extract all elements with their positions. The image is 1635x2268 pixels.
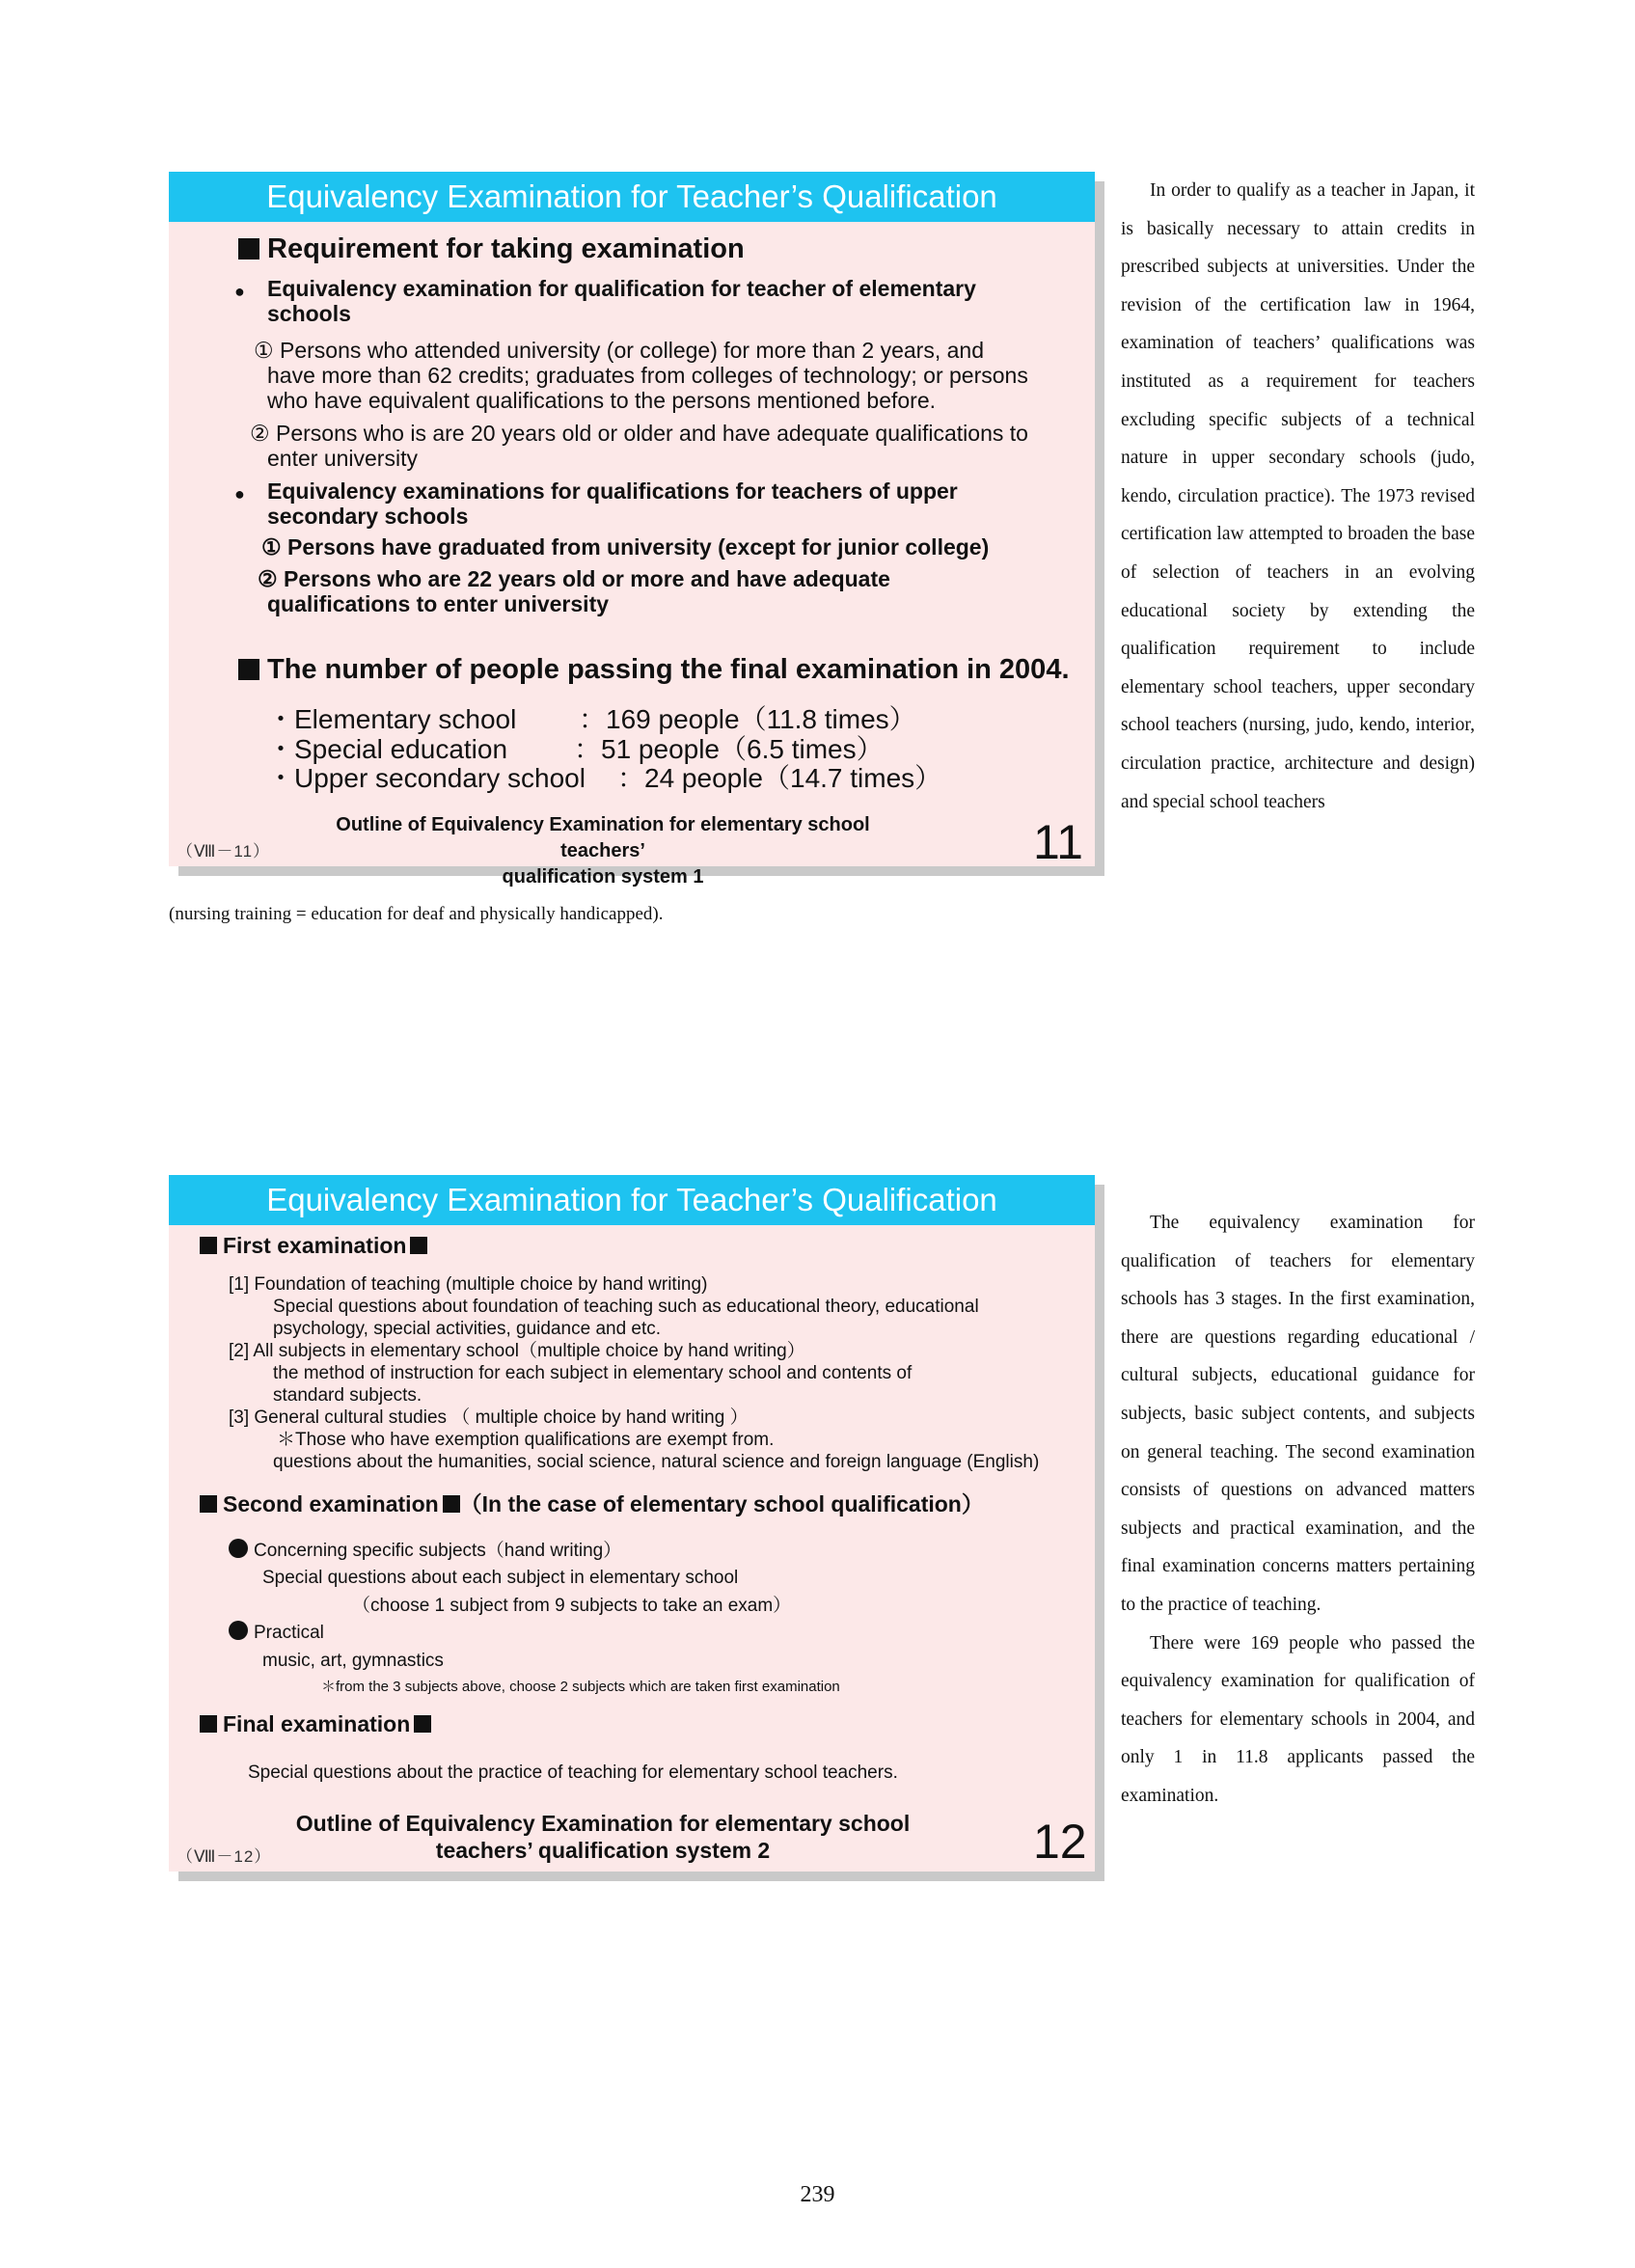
slide-code: （Ⅷ－11）: [177, 842, 271, 861]
final-exam-heading: Final examination: [200, 1711, 431, 1736]
requirement-heading: Requirement for taking examination: [238, 233, 745, 265]
slide-footer: Outline of Equivalency Examination for elementary school teachers’ qualification system 1: [336, 814, 870, 888]
item2-line1: ② Persons who is are 20 years old or older and have adequate qualifications to: [250, 421, 1028, 446]
slide-title: Equivalency Examination for Teacher’s Qualification: [169, 1175, 1095, 1225]
second-exam-note: ＊from the 3 subjects above, choose 2 subjects which are taken first examination: [321, 1679, 840, 1695]
slide-footer: Outline of Equivalency Examination for elementary school teachers’ qualification system 2: [295, 1811, 911, 1863]
side-text-1-continuation: (nursing training = education for deaf and physically handicapped).: [169, 904, 664, 924]
square-bullet-icon: [414, 1715, 431, 1733]
second-exam-heading: Second examination （In the case of elementary school qualification）: [200, 1491, 984, 1517]
square-bullet-icon: [238, 659, 259, 680]
second-exam-item2-line2: music, art, gymnastics: [262, 1651, 444, 1671]
elementary-bullet-line1: Equivalency examination for qualification for teacher of elementary: [267, 276, 976, 301]
first-exam-item3-line1: [3] General cultural studies （ multiple choice by hand writing ）: [229, 1407, 749, 1428]
second-exam-item1-line2: Special questions about each subject in elementary school: [262, 1568, 739, 1588]
item1-line1: ① Persons who attended university (or college) for more than 2 years, and: [254, 338, 985, 363]
slide-code: （Ⅷ－12）: [177, 1847, 272, 1866]
first-exam-item2-line2: the method of instruction for each subject in elementary school and contents of: [273, 1363, 913, 1383]
square-bullet-icon: [410, 1237, 427, 1254]
first-exam-item2-line1: [2] All subjects in elementary school（multiple choice by hand writing）: [229, 1341, 805, 1361]
square-bullet-icon: [238, 238, 259, 260]
side-text-2: The equivalency examination for qualification of teachers for elementary schools has 3 stages. In the first examination, there are questions regarding educational / cultural subjects, educational guidance for subjects, basic subject contents, and subjects on general teaching. The second examination consists of questions on advanced matters subjects and practical examination, and the final examination concerns matters pertaining to the practice of teaching. There were 169 people who passed the equivalency examination for qualification of teachers for elementary schools in 2004, and only 1 in 11.8 applicants passed the examination.: [1121, 1213, 1475, 1806]
second-exam-item1-line3: （choose 1 subject from 9 subjects to take an exam）: [352, 1596, 792, 1616]
item2-line2: enter university: [267, 446, 418, 471]
stat-upper-label: ・Upper secondary school: [267, 763, 586, 793]
second-exam-item2-line1: Practical: [229, 1621, 324, 1644]
page-number: 239: [800, 2182, 835, 2207]
slide-title: Equivalency Examination for Teacher’s Qualification: [169, 172, 1095, 222]
dot-bullet-icon: [229, 1539, 248, 1558]
square-bullet-icon: [200, 1237, 217, 1254]
first-exam-item1-line3: psychology, special activities, guidance and etc.: [273, 1319, 662, 1339]
item4-line2: qualifications to enter university: [267, 591, 610, 616]
slide-11: [169, 172, 1095, 888]
elementary-bullet-line2: schools: [267, 301, 351, 326]
passing-heading: The number of people passing the final examination in 2004.: [238, 654, 1070, 686]
square-bullet-icon: [443, 1495, 460, 1513]
stat-elementary-label: ・Elementary school: [267, 704, 517, 734]
slide-12: [169, 1175, 1095, 1872]
slide-number: 11: [1033, 815, 1083, 869]
first-exam-item3-line3: questions about the humanities, social science, natural science and foreign language (English): [273, 1452, 1040, 1472]
first-exam-heading: First examination: [200, 1233, 427, 1258]
secondary-bullet-line1: Equivalency examinations for qualifications for teachers of upper: [267, 478, 958, 504]
square-bullet-icon: [200, 1715, 217, 1733]
stat-upper-value: ：24 people（14.7 times）: [617, 763, 942, 793]
item3: ① Persons have graduated from university (except for junior college): [261, 534, 990, 560]
square-bullet-icon: [200, 1495, 217, 1513]
first-exam-item2-line3: standard subjects.: [273, 1385, 422, 1406]
item1-line3: who have equivalent qualifications to the persons mentioned before.: [267, 388, 937, 413]
item1-line2: have more than 62 credits; graduates from colleges of technology; or persons: [267, 363, 1028, 388]
first-exam-item3-line2: ＊Those who have exemption qualifications are exempt from.: [277, 1430, 775, 1450]
item4-line1: ② Persons who are 22 years old or more and have adequate: [258, 566, 890, 591]
slide-number: 12: [1033, 1815, 1087, 1869]
side-text-1: In order to qualify as a teacher in Japan, it is basically necessary to attain credits in prescribed subjects at universities. Under the revision of the certification law in 1964, examination of teachers’ qualifications was instituted as a requirement for teachers excluding specific subjects of a technical nature in upper secondary schools (judo, kendo, circulation practice). The 1973 revised certification law attempted to broaden the base of selection of teachers in an evolving educational society by extending the qualification requirement to include elementary school teachers, upper secondary school teachers (nursing, judo, kendo, interior, circulation practice, architecture and design) and special school teachers: [1121, 180, 1475, 812]
stat-special-label: ・Special education: [267, 734, 508, 764]
secondary-bullet-line2: secondary schools: [267, 504, 469, 529]
stat-special-value: ：51 people（6.5 times）: [574, 734, 884, 764]
dot-bullet-icon: ●: [234, 282, 245, 301]
first-exam-item1-line1: [1] Foundation of teaching (multiple choice by hand writing): [229, 1274, 708, 1295]
stat-elementary-value: ：169 people（11.8 times）: [579, 704, 916, 734]
first-exam-item1-line2: Special questions about foundation of teaching such as educational theory, educational: [273, 1297, 979, 1317]
dot-bullet-icon: ●: [234, 484, 245, 504]
dot-bullet-icon: [229, 1621, 248, 1640]
second-exam-item1-line1: Concerning specific subjects（hand writing）: [229, 1539, 621, 1562]
final-exam-text: Special questions about the practice of teaching for elementary school teachers.: [248, 1762, 898, 1783]
